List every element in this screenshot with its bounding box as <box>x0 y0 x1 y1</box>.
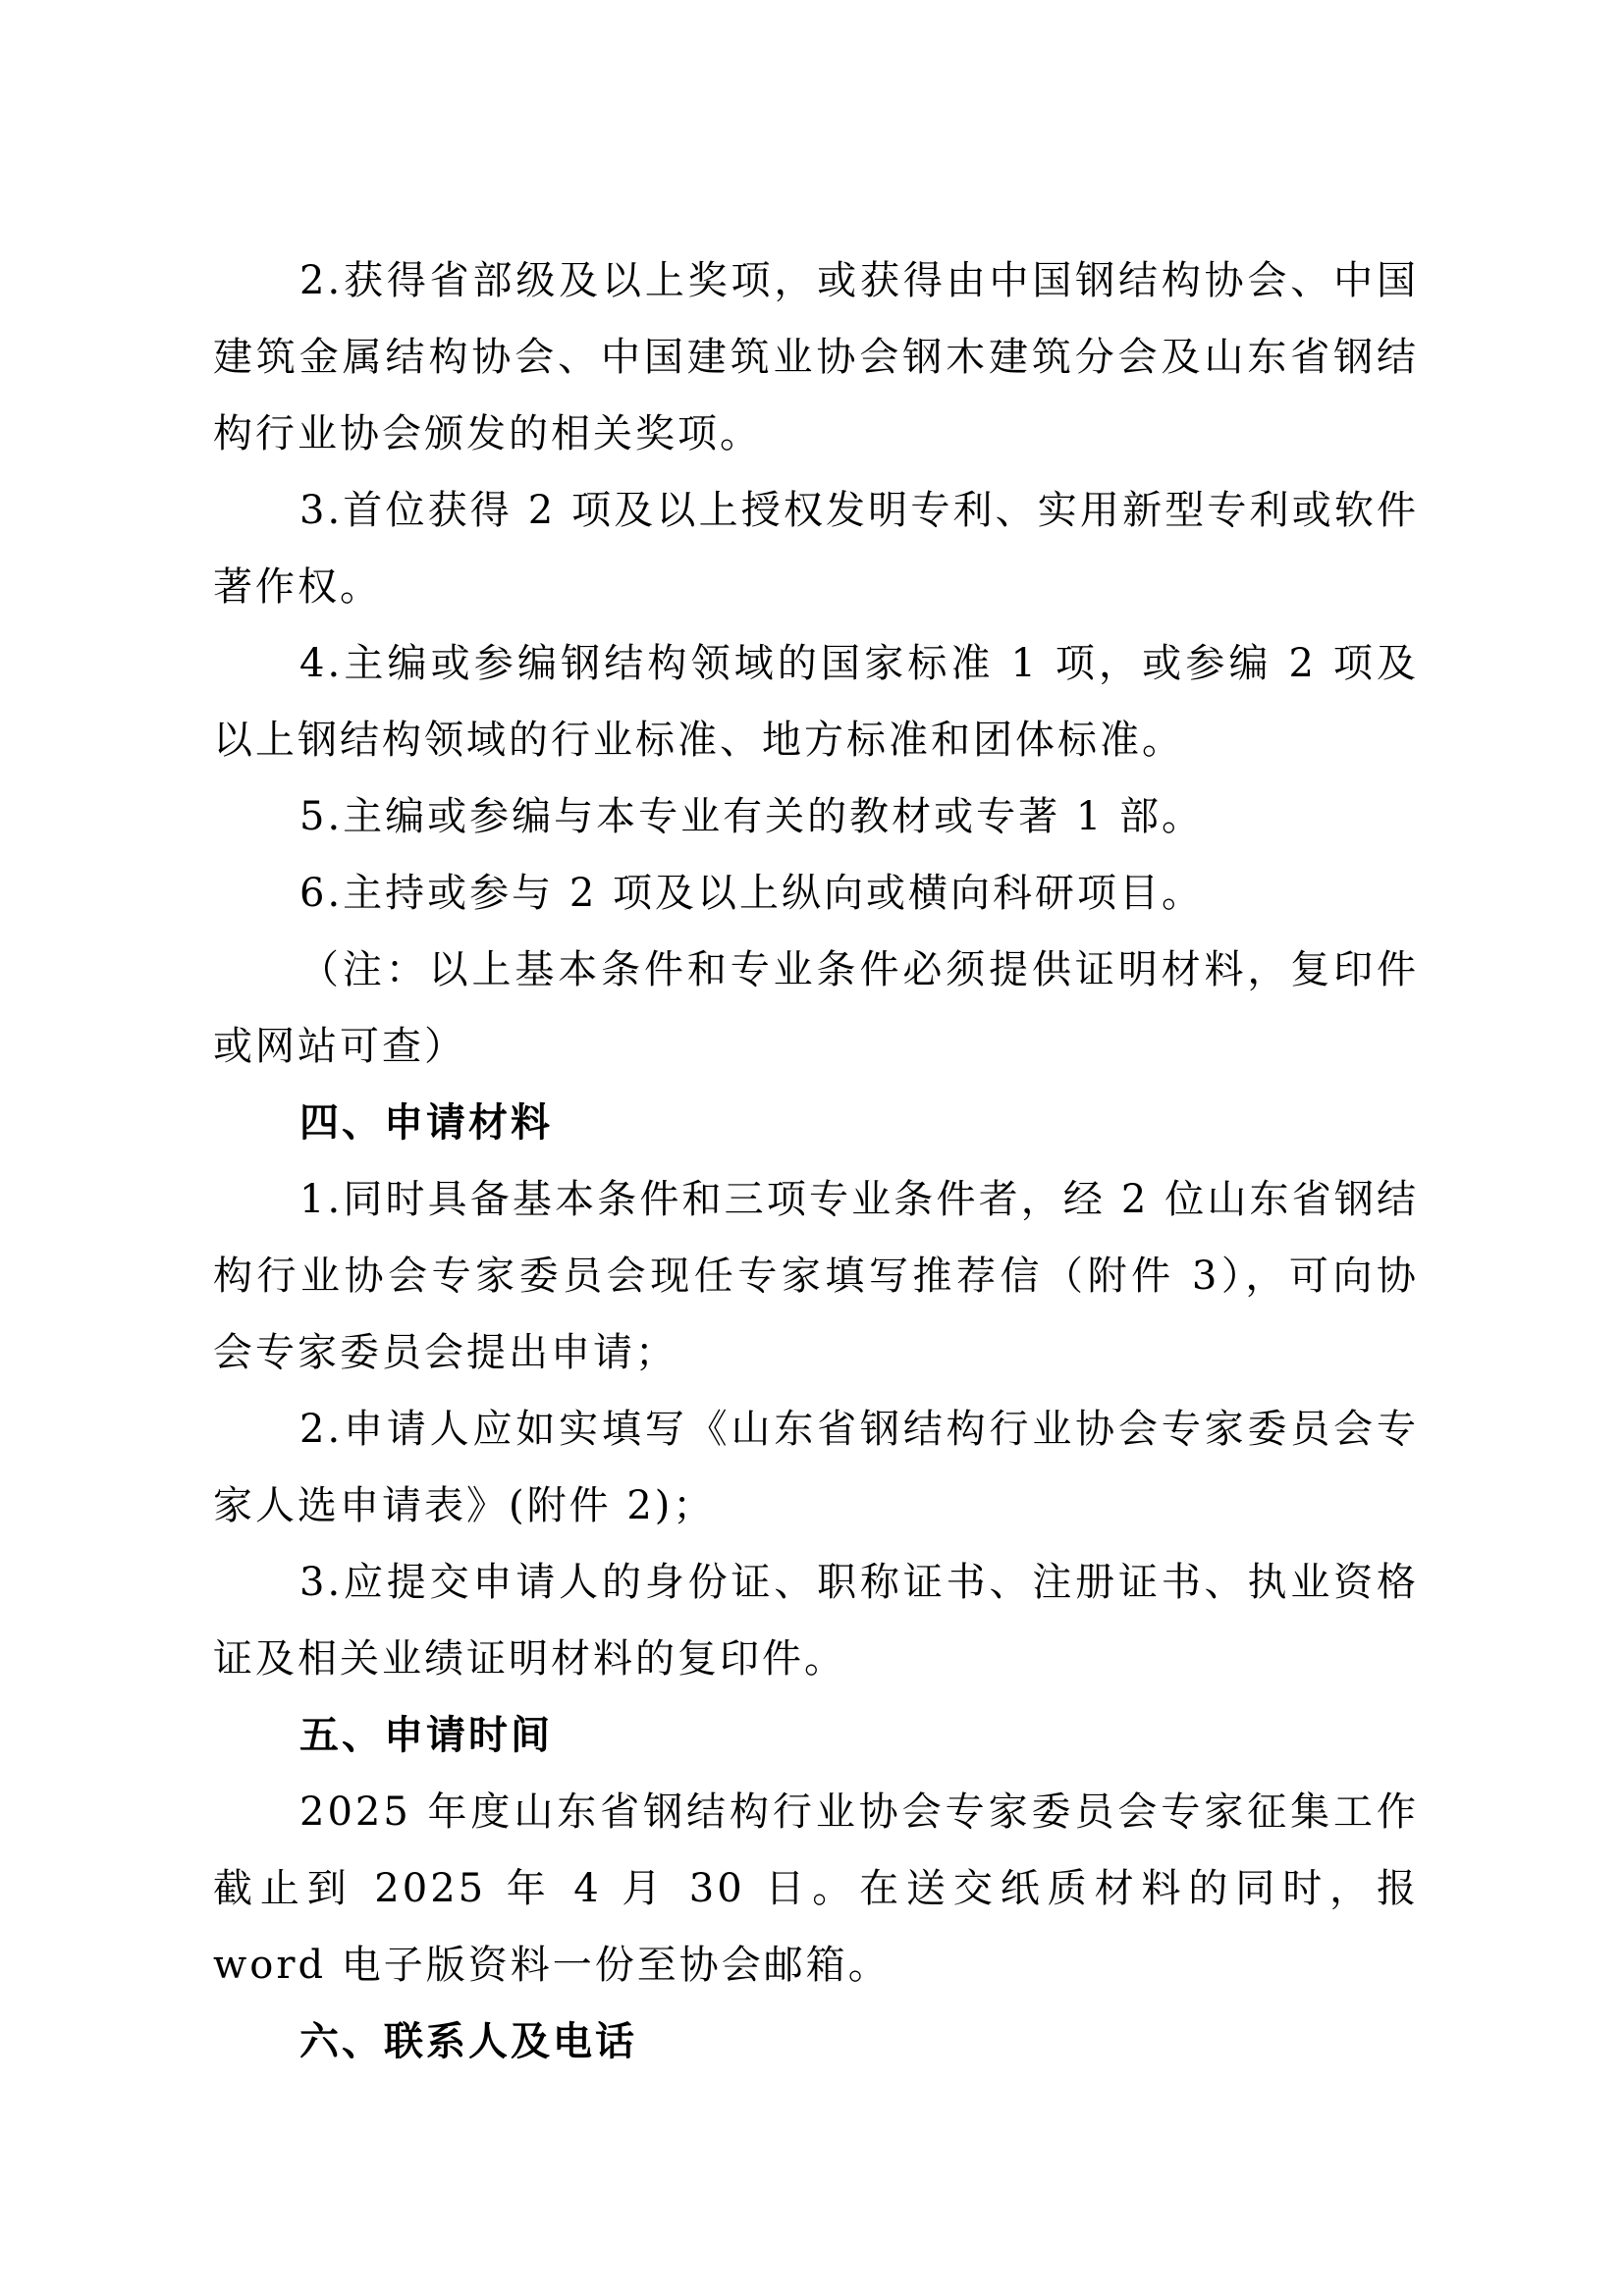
section-heading-contact: 六、联系人及电话 <box>299 2019 637 2064</box>
application-material-1: 1.同时具备基本条件和三项专业条件者，经 2 位山东省钢结构行业协会专家委员会现任专家填写推荐信（附件 3），可向协会专家委员会提出申请； <box>213 1177 1419 1375</box>
section-heading-application-materials: 四、申请材料 <box>299 1100 553 1146</box>
document-body <box>213 242 1419 2080</box>
application-material-2: 2.申请人应如实填写《山东省钢结构行业协会专家委员会专家人选申请表》(附件 2)； <box>213 1407 1419 1528</box>
professional-condition-2: 2.获得省部级及以上奖项，或获得由中国钢结构协会、中国建筑金属结构协会、中国建筑业协会钢木建筑分会及山东省钢结构行业协会颁发的相关奖项。 <box>213 258 1419 456</box>
professional-condition-5: 5.主编或参编与本专业有关的教材或专著 1 部。 <box>299 794 1205 839</box>
application-time-text: 2025 年度山东省钢结构行业协会专家委员会专家征集工作截止到 2025 年 4 月 30 日。在送交纸质材料的同时，报 word 电子版资料一份至协会邮箱。 <box>213 1789 1419 1988</box>
section-heading-application-time: 五、申请时间 <box>299 1713 553 1758</box>
professional-condition-3: 3.首位获得 2 项及以上授权发明专利、实用新型专利或软件著作权。 <box>213 488 1419 610</box>
professional-condition-6: 6.主持或参与 2 项及以上纵向或横向科研项目。 <box>299 871 1205 916</box>
professional-condition-4: 4.主编或参编钢结构领域的国家标准 1 项，或参编 2 项及以上钢结构领域的行业标准、地方标准和团体标准。 <box>213 641 1419 763</box>
conditions-note: （注：以上基本条件和专业条件必须提供证明材料，复印件或网站可查） <box>213 947 1419 1069</box>
application-material-3: 3.应提交申请人的身份证、职称证书、注册证书、执业资格证及相关业绩证明材料的复印件。 <box>213 1560 1419 1682</box>
